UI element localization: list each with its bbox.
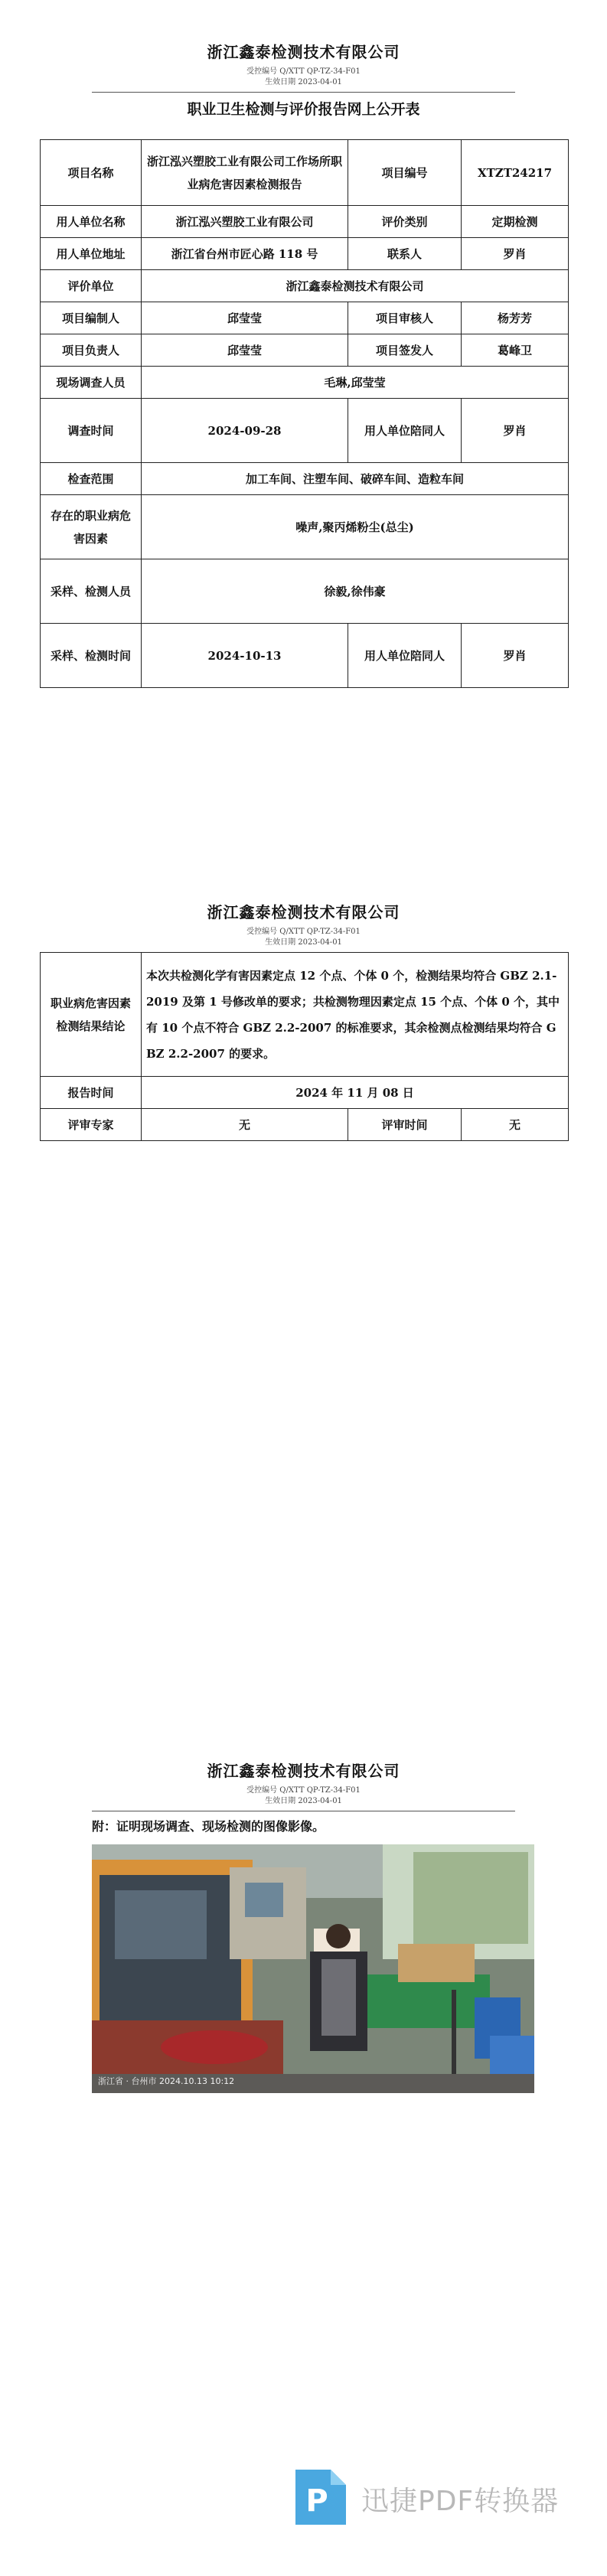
page-header <box>0 1759 607 1807</box>
effective-date: 生效日期 2023-04-01 <box>265 938 342 947</box>
survey-time: 2024-09-28 <box>142 399 348 463</box>
company-name: 浙江鑫泰检测技术有限公司 <box>207 903 400 921</box>
accompany-label-1: 用人单位陪同人 <box>348 399 462 463</box>
project-name: 浙江泓兴塑胶工业有限公司工作场所职业病危害因素检测报告 <box>142 140 348 206</box>
table-row <box>41 367 569 399</box>
eval-unit-label: 评价单位 <box>41 270 142 302</box>
page-header <box>0 40 607 88</box>
watermark-text: 迅捷PDF转换器 <box>361 2486 560 2517</box>
issuer: 葛峰卫 <box>462 334 569 367</box>
reviewer: 杨芳芳 <box>462 302 569 334</box>
accompany-label-2: 用人单位陪同人 <box>348 624 462 688</box>
employer-name-label: 用人单位名称 <box>41 206 142 238</box>
effective-date: 生效日期 2023-04-01 <box>265 78 342 86</box>
table-row <box>41 238 569 270</box>
control-number: 受控编号 Q/XTT QP-TZ-34-F01 <box>246 67 361 76</box>
contact: 罗肖 <box>462 238 569 270</box>
employer-addr-label: 用人单位地址 <box>41 238 142 270</box>
page-header <box>0 900 607 948</box>
sampling-time: 2024-10-13 <box>142 624 348 688</box>
issuer-label: 项目签发人 <box>348 334 462 367</box>
table-row <box>41 1077 569 1109</box>
table-row <box>41 624 569 688</box>
table-row <box>41 206 569 238</box>
attachment-caption: 附：证明现场调查、现场检测的图像影像。 <box>92 1819 325 1834</box>
report-time: 2024 年 11 月 08 日 <box>142 1077 569 1109</box>
sampling-time-label: 采样、检测时间 <box>41 624 142 688</box>
review-time: 无 <box>462 1109 569 1141</box>
header-rule <box>92 92 515 93</box>
expert: 无 <box>142 1109 348 1141</box>
scope: 加工车间、注塑车间、破碎车间、造粒车间 <box>142 463 569 495</box>
site-photo-illustration <box>92 1844 534 2093</box>
table-row <box>41 495 569 559</box>
review-time-label: 评审时间 <box>348 1109 462 1141</box>
conclusion-label: 职业病危害因素检测结果结论 <box>41 953 142 1077</box>
table-row <box>41 953 569 1077</box>
table-row <box>41 559 569 624</box>
table-row <box>41 463 569 495</box>
control-number: 受控编号 Q/XTT QP-TZ-34-F01 <box>246 928 361 936</box>
conclusion-table <box>40 952 569 1141</box>
expert-label: 评审专家 <box>41 1109 142 1141</box>
site-photo <box>92 1844 534 2093</box>
project-no: XTZT24217 <box>462 140 569 206</box>
control-number: 受控编号 Q/XTT QP-TZ-34-F01 <box>246 1786 361 1795</box>
eval-type: 定期检测 <box>462 206 569 238</box>
report-time-label: 报告时间 <box>41 1077 142 1109</box>
conclusion-text: 本次共检测化学有害因素定点 12 个点、个体 0 个，检测结果均符合 GBZ 2.1-2019 及第 1 号修改单的要求；共检测物理因素定点 15 个点、个体 0 个，其中有 10 个点不符合 GBZ 2.2-2007 的标准要求，其余检测点检测结果均符合 GBZ 2.2-2007 的要求。 <box>142 953 569 1077</box>
leader: 邱莹莹 <box>142 334 348 367</box>
pdf-converter-logo-icon <box>291 2467 351 2528</box>
survey-time-label: 调查时间 <box>41 399 142 463</box>
reviewer-label: 项目审核人 <box>348 302 462 334</box>
eval-type-label: 评价类别 <box>348 206 462 238</box>
logo-letter: P <box>305 2483 328 2519</box>
table-row <box>41 334 569 367</box>
hazards: 噪声,聚丙烯粉尘(总尘) <box>142 495 569 559</box>
scope-label: 检查范围 <box>41 463 142 495</box>
table-row <box>41 140 569 206</box>
accompany-2: 罗肖 <box>462 624 569 688</box>
hazards-label: 存在的职业病危害因素 <box>41 495 142 559</box>
table-row <box>41 399 569 463</box>
company-name: 浙江鑫泰检测技术有限公司 <box>207 43 400 61</box>
eval-unit: 浙江鑫泰检测技术有限公司 <box>142 270 569 302</box>
leader-label: 项目负责人 <box>41 334 142 367</box>
accompany-1: 罗肖 <box>462 399 569 463</box>
table-row <box>41 1109 569 1141</box>
project-no-label: 项目编号 <box>348 140 462 206</box>
table-row <box>41 270 569 302</box>
project-name-label: 项目名称 <box>41 140 142 206</box>
employer-addr: 浙江省台州市匠心路 118 号 <box>142 238 348 270</box>
company-name: 浙江鑫泰检测技术有限公司 <box>207 1762 400 1780</box>
employer-name: 浙江泓兴塑胶工业有限公司 <box>142 206 348 238</box>
effective-date: 生效日期 2023-04-01 <box>265 1797 342 1805</box>
watermark <box>291 2463 566 2532</box>
document-title: 职业卫生检测与评价报告网上公开表 <box>187 101 420 118</box>
contact-label: 联系人 <box>348 238 462 270</box>
site-investigators-label: 现场调查人员 <box>41 367 142 399</box>
sampling-staff: 徐毅,徐伟豪 <box>142 559 569 624</box>
sampling-staff-label: 采样、检测人员 <box>41 559 142 624</box>
report-info-table <box>40 139 569 688</box>
photo-timestamp: 浙江省 · 台州市 2024.10.13 10:12 <box>98 2076 235 2086</box>
compiler: 邱莹莹 <box>142 302 348 334</box>
site-investigators: 毛琳,邱莹莹 <box>142 367 569 399</box>
compiler-label: 项目编制人 <box>41 302 142 334</box>
table-row <box>41 302 569 334</box>
